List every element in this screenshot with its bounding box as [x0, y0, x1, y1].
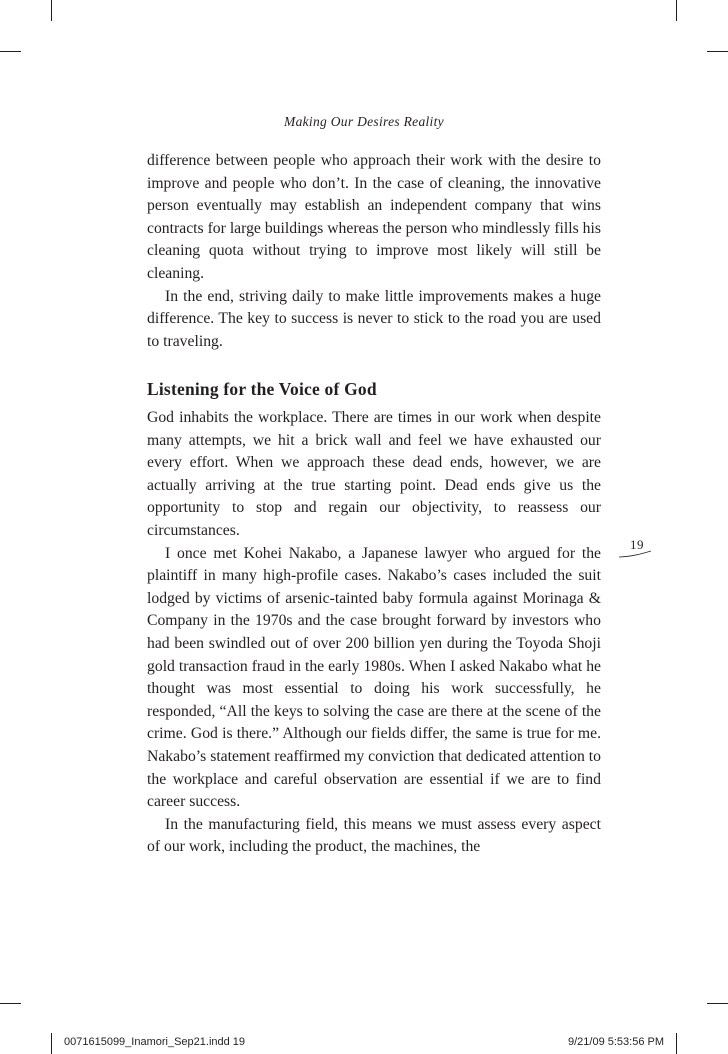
page-number: 19 [630, 537, 644, 552]
crop-mark [707, 51, 728, 52]
paragraph: I once met Kohei Nakabo, a Japanese lawyer who argued for the plaintiff in many high-profile cases. Nakabo’s cases included the suit lodged by victims of arsenic-tainted baby formula against Morinaga & Company in the 1970s and the case brought forward by investors who had been swindled out of over 200 billion yen during the Toyoda Shoji gold transaction fraud in the early 1980s. When I asked Nakabo what he thought was most essential to doing his work successfully, he responded, “All the keys to solving the case are there at the scene of the crime. God is there.” Although our fields differ, the same is true for me. Nakabo’s statement reaffirmed my conviction that dedicated attention to the workplace and careful observation are essential if we are to find career success. [147, 544, 601, 811]
slug-timestamp: 9/21/09 5:53:56 PM [567, 1036, 664, 1048]
paragraph: In the end, striving daily to make little improvements makes a huge difference. The key to success is never to stick to the road you are used to traveling. [147, 287, 601, 350]
body-text-section [147, 407, 601, 859]
slug-filename: 0071615099_Inamori_Sep21.indd 19 [64, 1036, 246, 1048]
crop-mark [51, 1033, 52, 1054]
paragraph: God inhabits the workplace. There are times in our work when despite many attempts, we hit a brick wall and feel we have exhausted our every effort. When we approach these dead ends, however, we are actually arriving at the true starting point. Dead ends give us the opportunity to stop and regain our objectivity, to reassess our circumstances. [147, 409, 601, 539]
body-text-top [147, 150, 601, 353]
crop-mark [707, 1003, 728, 1004]
paragraph: In the manufacturing field, this means we must assess every aspect of our work, including the product, the machines, the [147, 815, 601, 856]
folio-swash-ornament [618, 549, 652, 559]
section-heading: Listening for the Voice of God [147, 379, 377, 399]
crop-mark [51, 0, 52, 21]
paragraph: difference between people who approach their work with the desire to improve and people who don’t. In the case of cleaning, the innovative person eventually may establish an independent company that wins contracts for large buildings whereas the person who mindlessly fills his cleaning quota without trying to improve most likely will still be cleaning. [147, 152, 601, 282]
crop-mark [0, 1003, 21, 1004]
crop-mark [0, 51, 21, 52]
crop-mark [676, 0, 677, 21]
running-head: Making Our Desires Reality [284, 114, 444, 129]
crop-mark [676, 1033, 677, 1054]
